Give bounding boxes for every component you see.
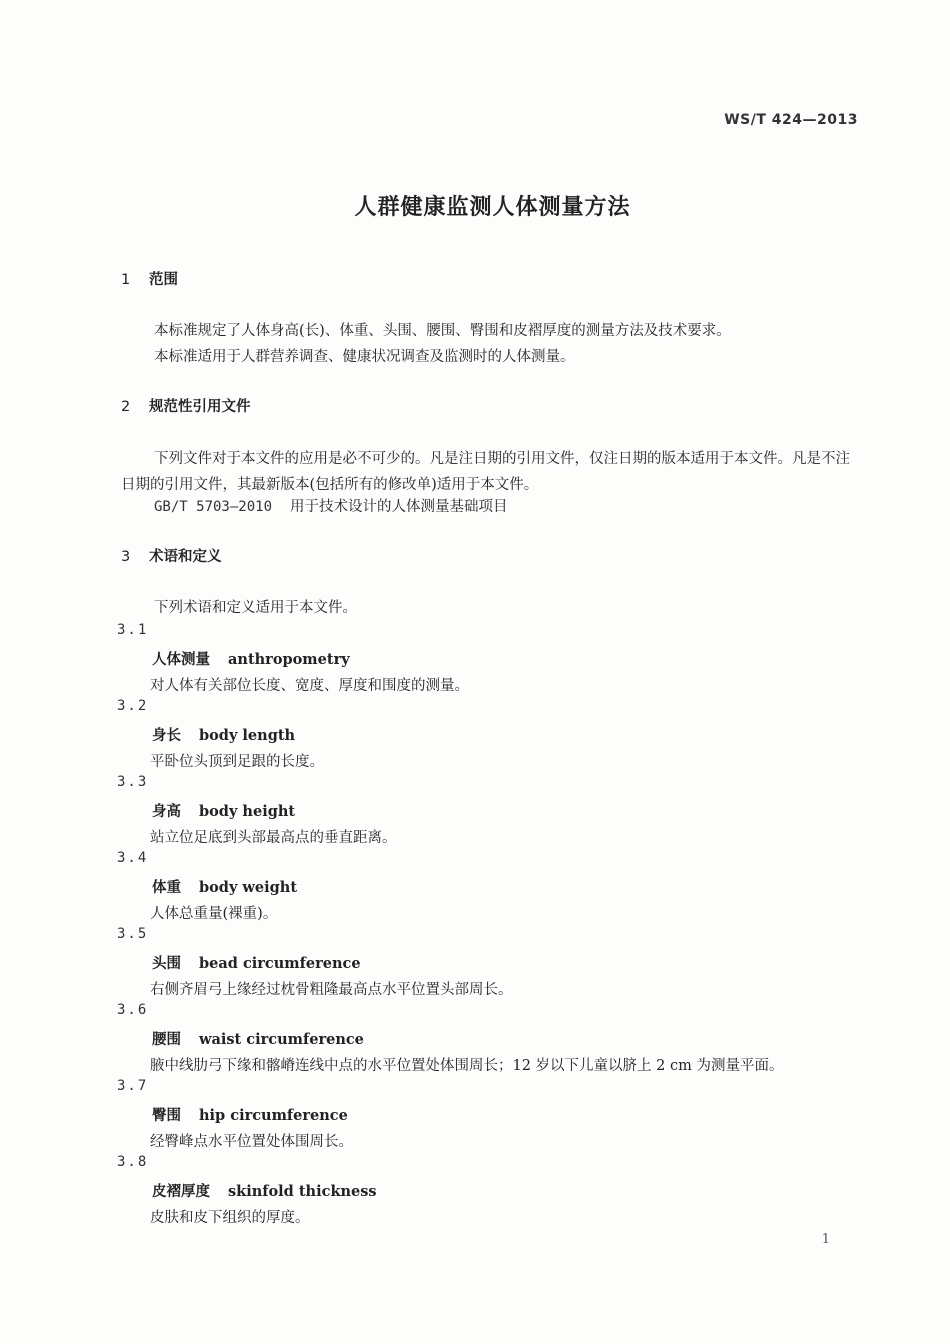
term-definition: 对人体有关部位长度、宽度、厚度和围度的测量。 [150,678,469,694]
section-title: 范围 [149,272,178,288]
section-title: 术语和定义 [149,549,222,565]
term-name-zh: 体重 [152,880,181,896]
term-number: 3.3 [117,774,149,790]
section-2-paragraph: 下列文件对于本文件的应用是必不可少的。凡是注日期的引用文件，仅注日期的版本适用于本文件。凡是不注日期的引用文件，其最新版本(包括所有的修改单)适用于本文件。 [121,451,850,493]
term-definition: 人体总重量(裸重)。 [150,906,278,922]
section-1-paragraph-2: 本标准适用于人群营养调查、健康状况调查及监测时的人体测量。 [154,349,575,365]
term-name-zh: 人体测量 [152,652,210,668]
term-definition: 平卧位头顶到足跟的长度。 [150,754,324,770]
term-name-zh: 身高 [152,804,181,820]
term-definition: 经臀峰点水平位置处体围周长。 [150,1134,353,1150]
term-name-en: body height [199,803,296,820]
section-3-heading [121,545,222,566]
term-definition: 站立位足底到头部最高点的垂直距离。 [150,830,397,846]
term-name-zh: 头围 [152,956,181,972]
section-number: 3 [121,549,131,565]
section-title: 规范性引用文件 [149,399,251,415]
term-name [152,724,295,745]
reference-title: 用于技术设计的人体测量基础项目 [290,499,508,515]
term-number: 3.1 [117,622,149,638]
term-number: 3.5 [117,926,149,942]
term-number: 3.8 [117,1154,149,1170]
normative-reference [154,494,508,520]
term-name [152,648,350,669]
section-number: 1 [121,272,131,288]
term-name-zh: 身长 [152,728,181,744]
section-1-paragraph-1: 本标准规定了人体身高(长)、体重、头围、腰围、臀围和皮褶厚度的测量方法及技术要求。 [154,323,731,339]
term-name [152,800,295,821]
term-name-zh: 臀围 [152,1108,181,1124]
term-name-en: hip circumference [199,1107,348,1124]
section-3-intro: 下列术语和定义适用于本文件。 [154,600,357,616]
term-name [152,1028,364,1049]
term-name [152,1104,348,1125]
section-1-heading [121,268,178,289]
term-definition: 右侧齐眉弓上缘经过枕骨粗隆最高点水平位置头部周长。 [150,982,513,998]
reference-code: GB/T 5703—2010 [154,499,273,515]
term-name-en: body weight [199,879,298,896]
term-number: 3.6 [117,1002,149,1018]
term-name [152,1180,377,1201]
term-name-en: waist circumference [199,1031,364,1048]
term-number: 3.4 [117,850,149,866]
standard-number: WS/T 424—2013 [724,112,858,128]
term-name [152,952,361,973]
term-name-zh: 腰围 [152,1032,181,1048]
page-number: 1 [821,1232,830,1247]
section-2-heading [121,395,251,416]
term-number: 3.2 [117,698,149,714]
term-name-en: skinfold thickness [228,1183,377,1200]
document-title: 人群健康监测人体测量方法 [354,195,631,220]
term-name [152,876,297,897]
term-name-zh: 皮褶厚度 [152,1184,210,1200]
term-definition: 腋中线肋弓下缘和髂嵴连线中点的水平位置处体围周长；12 岁以下儿童以脐上 2 cm 为测量平面。 [150,1058,784,1074]
term-name-en: anthropometry [228,651,350,668]
term-name-en: bead circumference [199,955,361,972]
term-name-en: body length [199,727,296,744]
section-number: 2 [121,399,131,415]
term-number: 3.7 [117,1078,149,1094]
term-definition: 皮肤和皮下组织的厚度。 [150,1210,310,1226]
